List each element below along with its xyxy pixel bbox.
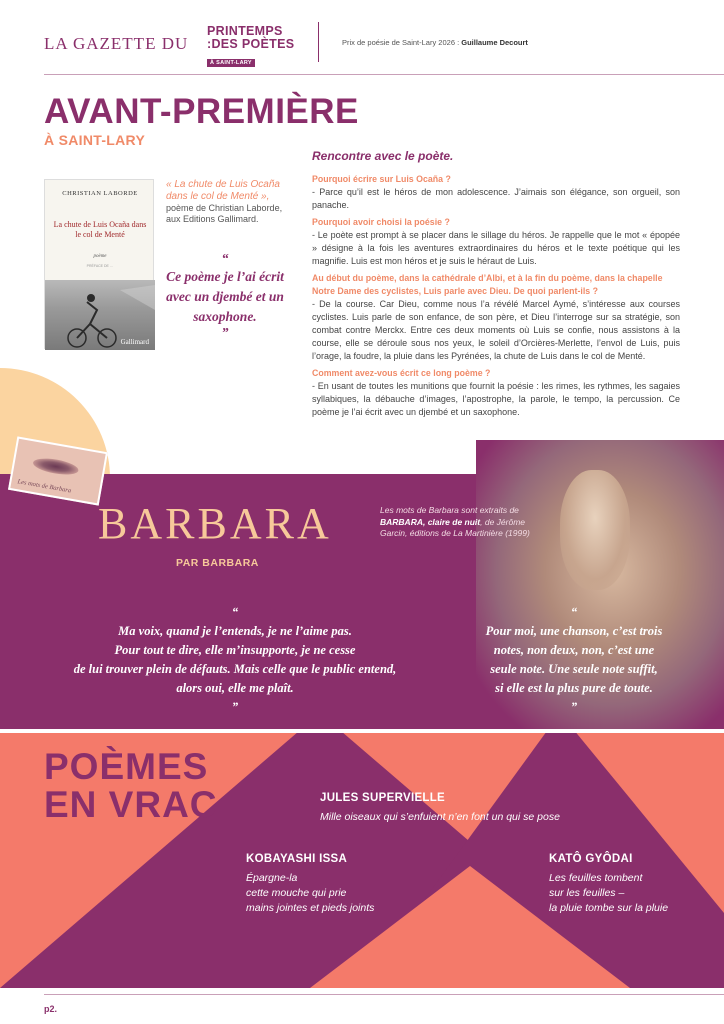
eye-icon [32, 456, 80, 478]
pull-quote [164, 253, 286, 341]
book-cover-image [44, 179, 154, 349]
barbara-title: BARBARA [98, 499, 332, 548]
note-part-2: , de Jérôme Garcin, éditions de La Martinière (1999) [380, 516, 530, 538]
note-book-title: BARBARA, claire de nuit [380, 516, 481, 527]
book-caption-text: poème de Christian Laborde, aux Editions Gallimard. [166, 203, 283, 224]
poem-line: Les feuilles tombent [549, 872, 643, 884]
poem-text [549, 871, 719, 916]
poem-line: sur les feuilles – [549, 887, 625, 899]
quote-close-mark: ” [570, 700, 578, 714]
logo-line-2: :DES POÈTES [207, 37, 295, 51]
interview-question: Pourquoi écrire sur Luis Ocaña ? [312, 174, 451, 184]
poem-block [246, 853, 436, 916]
quote-line: notes, non deux, non, c’est une [493, 643, 655, 657]
interview-answer: - En usant de toutes les munitions que fournit la poésie : les rimes, les rythmes, les sagaies syllabiques, la débauche d’images, l’apostrophe, la parole, le tempo, la percussion. Ce poème je l’ai écrit avec un djembé et un saxophone. [312, 381, 680, 417]
poem-line: cette mouche qui prie [246, 887, 347, 899]
quote-line: Ma voix, quand je l’entends, je ne l’aime pas. [118, 624, 352, 638]
cyclist-photo [45, 280, 155, 350]
header-separator [318, 22, 319, 62]
poems-title-line-2: EN VRAC [44, 784, 218, 825]
interview-question: Pourquoi avoir choisi la poésie ? [312, 217, 450, 227]
book-cover-genre: poème [93, 254, 107, 259]
book-caption-title: « La chute de Luis Ocaña dans le col de Menté », [166, 179, 280, 202]
printemps-des-poetes-logo [207, 25, 299, 69]
poem-text [246, 871, 436, 916]
interview-answer: - Parce qu’il est le héros de mon adolescence. J’aimais son élégance, son orgueil, son panache. [312, 187, 680, 210]
quote-open-mark: “ [221, 252, 229, 267]
interview-answer: - De la course. Car Dieu, comme nous l’a révélé Marcel Aymé, s’intéresse aux courses cyclistes. Luis parle de son enfance, de son père, et Dieu l’interroge sur sa stratégie, son combat contre Merckx. Entre ces deux moments où Luis se confie, nous assistons à la course, elle se déroule sous nos yeux, le soleil d’Orcières-Merlette, l’envol de Luis, puis l’orage, la foudre, la pluie dans les Pyrénées, la chute de Luis dans le col de Menté. [312, 299, 680, 361]
section-subtitle: À SAINT-LARY [44, 132, 146, 148]
pull-quote-text: Ce poème je l’ai écrit avec un djembé et un saxophone. [166, 269, 284, 324]
book-cover-preface: PRÉFACE DE … [86, 264, 114, 268]
quote-close-mark: ” [221, 326, 229, 341]
quote-line: Pour tout te dire, elle m’insupporte, je ne cesse [114, 643, 356, 657]
quote-line: Pour moi, une chanson, c’est trois [485, 624, 663, 638]
gazette-title: LA GAZETTE DU [44, 34, 189, 53]
quote-close-mark: ” [231, 700, 239, 714]
poem-line: la pluie tombe sur la pluie [549, 902, 669, 914]
quote-line: seule note. Une seule note suffit, [490, 662, 658, 676]
poem-text [320, 810, 650, 825]
barbara-source-note [380, 505, 530, 540]
poems-title-line-1: POÈMES [44, 746, 209, 787]
footer-rule [44, 994, 724, 995]
barbara-byline: PAR BARBARA [176, 557, 259, 569]
note-part-1: Les mots de Barbara sont extraits de [380, 505, 519, 515]
interview [312, 150, 680, 419]
poet-name: KATÔ GYÔDAI [549, 853, 633, 865]
poem-block [549, 853, 719, 916]
logo-badge: À SAINT-LARY [207, 59, 255, 67]
quote-line: de lui trouver plein de défauts. Mais celle que le public entend, [73, 662, 397, 676]
poet-name: JULES SUPERVIELLE [320, 792, 446, 804]
header-info [342, 38, 528, 47]
poems-title [44, 748, 218, 824]
barbara-face [560, 470, 630, 590]
header-info-prefix: Prix de poésie de Saint-Lary 2026 : [342, 38, 462, 47]
poem-line: Mille oiseaux qui s’enfuient n’en font un qui se pose [320, 811, 560, 823]
poet-name: KOBAYASHI ISSA [246, 853, 348, 865]
quote-open-mark: “ [570, 605, 578, 619]
header-info-name: Guillaume Decourt [461, 38, 528, 47]
poem-line: Épargne-la [246, 872, 298, 884]
postcard-text: Les mots de Barbara [16, 478, 72, 495]
poem-block [320, 792, 650, 825]
quote-line: si elle est la plus pure de toute. [495, 681, 653, 695]
book-cover-author: CHRISTIAN LABORDE [62, 190, 138, 197]
section-title-avant-premiere: AVANT-PREMIÈRE [44, 92, 359, 131]
barbara-quote-right [454, 603, 694, 717]
header-rule [44, 74, 724, 75]
barbara-quote-left [30, 603, 440, 717]
interview-question: Au début du poème, dans la cathédrale d’Albi, et à la fin du poème, dans la chapelle Notre Dame des cyclistes, Luis parle avec Dieu. De quoi parlent-ils ? [312, 273, 663, 296]
book-cover-title: La chute de Luis Ocaña dans le col de Menté [53, 220, 147, 239]
book-caption [166, 179, 286, 225]
quote-open-mark: “ [231, 605, 239, 619]
page-number: p2. [44, 1004, 58, 1014]
logo-line-1: PRINTEMPS [207, 24, 283, 38]
quote-line: alors oui, elle me plaît. [176, 681, 294, 695]
interview-heading: Rencontre avec le poète. [312, 149, 454, 163]
book-cover-publisher: Gallimard [120, 338, 149, 346]
poem-line: mains jointes et pieds joints [246, 902, 375, 914]
interview-answer: - Le poète est prompt à se placer dans le sillage du héros. Je rappelle que le mot « épopée » désigne à la fois les aventures extraordinaires du héros et le texte poétique qui les magnifie. Luis est mon héros et je suis le héraut de Luis. [312, 230, 680, 266]
interview-question: Comment avez-vous écrit ce long poème ? [312, 368, 491, 378]
